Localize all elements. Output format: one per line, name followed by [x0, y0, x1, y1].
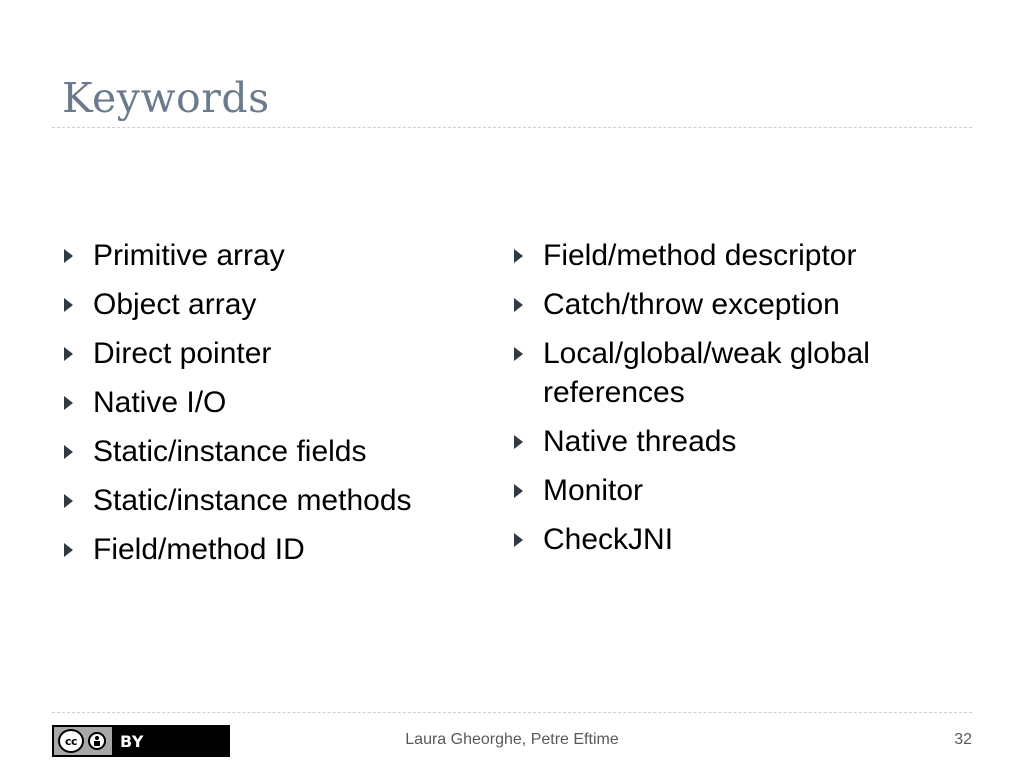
triangle-bullet-icon	[64, 543, 73, 557]
bullet-item	[62, 432, 482, 471]
bullet-text: Local/global/weak global references	[543, 337, 870, 409]
triangle-bullet-icon	[64, 298, 73, 312]
bullet-text: Static/instance fields	[93, 435, 367, 468]
bullet-item	[62, 383, 482, 422]
bullet-item	[512, 285, 952, 324]
triangle-bullet-icon	[514, 249, 523, 263]
triangle-bullet-icon	[514, 298, 523, 312]
bullet-item	[62, 530, 482, 569]
triangle-bullet-icon	[514, 484, 523, 498]
slide-title: Keywords	[62, 74, 270, 122]
bullet-text: Object array	[93, 288, 257, 321]
triangle-bullet-icon	[514, 435, 523, 449]
footer-authors: Laura Gheorghe, Petre Eftime	[405, 731, 619, 748]
bullet-text: Monitor	[543, 474, 644, 507]
bullet-item	[62, 481, 482, 520]
cc-by-license-badge[interactable]	[52, 725, 230, 757]
bullet-item	[512, 334, 952, 412]
right-bullet-list	[512, 236, 952, 569]
bullet-text: Catch/throw exception	[543, 288, 840, 321]
triangle-bullet-icon	[64, 445, 73, 459]
bullet-item	[62, 236, 482, 275]
triangle-bullet-icon	[64, 494, 73, 508]
title-divider	[52, 127, 972, 128]
bullet-text: Native threads	[543, 425, 737, 458]
left-bullet-list	[62, 236, 482, 579]
bullet-item	[512, 422, 952, 461]
cc-icon: cc	[58, 729, 84, 753]
triangle-bullet-icon	[64, 249, 73, 263]
triangle-bullet-icon	[514, 347, 523, 361]
bullet-text: Native I/O	[93, 386, 227, 419]
footer-divider	[52, 712, 972, 713]
triangle-bullet-icon	[514, 533, 523, 547]
cc-logo-section	[54, 727, 112, 755]
cc-by-label: BY	[120, 731, 144, 751]
triangle-bullet-icon	[64, 347, 73, 361]
bullet-item	[62, 285, 482, 324]
page-number: 32	[954, 731, 972, 748]
bullet-item	[62, 334, 482, 373]
bullet-text: Primitive array	[93, 239, 285, 272]
bullet-text: Direct pointer	[93, 337, 272, 370]
triangle-bullet-icon	[64, 396, 73, 410]
bullet-text: CheckJNI	[543, 523, 674, 556]
bullet-item	[512, 236, 952, 275]
attribution-person-icon	[88, 732, 106, 750]
bullet-item	[512, 520, 952, 559]
bullet-text: Field/method descriptor	[543, 239, 857, 272]
bullet-text: Static/instance methods	[93, 484, 412, 517]
bullet-text: Field/method ID	[93, 533, 305, 566]
bullet-item	[512, 471, 952, 510]
